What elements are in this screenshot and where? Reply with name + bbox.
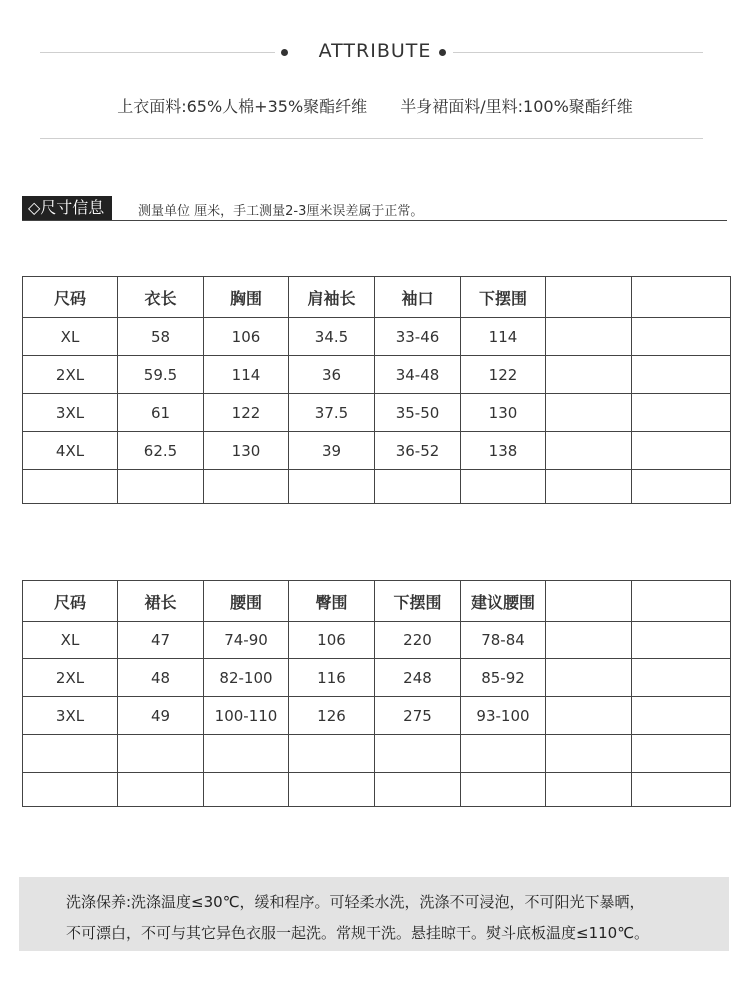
header-line-right xyxy=(453,52,703,53)
table-cell: 35-50 xyxy=(375,394,461,432)
table-header-cell xyxy=(546,277,632,318)
table-header-cell: 袖口 xyxy=(375,277,461,318)
table-cell: 34.5 xyxy=(289,318,375,356)
table-row xyxy=(23,394,731,432)
table-cell xyxy=(632,697,731,735)
table-cell xyxy=(375,735,461,773)
table-cell: 93-100 xyxy=(461,697,546,735)
table-cell xyxy=(375,470,461,504)
table-header-row xyxy=(23,277,731,318)
table-cell: XL xyxy=(23,622,118,659)
table-cell: 130 xyxy=(461,394,546,432)
table-cell: 100-110 xyxy=(204,697,289,735)
table-row xyxy=(23,659,731,697)
table-cell: 275 xyxy=(375,697,461,735)
table-header-cell: 胸围 xyxy=(204,277,289,318)
table-cell xyxy=(546,622,632,659)
table-cell xyxy=(546,470,632,504)
table-cell xyxy=(118,735,204,773)
table-cell: 36-52 xyxy=(375,432,461,470)
table-cell: 114 xyxy=(461,318,546,356)
table-cell xyxy=(461,773,546,807)
table-cell: 3XL xyxy=(23,394,118,432)
table-row xyxy=(23,356,731,394)
table-cell: 126 xyxy=(289,697,375,735)
table-cell: 114 xyxy=(204,356,289,394)
table-cell xyxy=(375,773,461,807)
table-cell xyxy=(546,659,632,697)
table-row xyxy=(23,697,731,735)
table-header-cell: 臀围 xyxy=(289,581,375,622)
table-cell: 248 xyxy=(375,659,461,697)
table-cell: 106 xyxy=(289,622,375,659)
table-header-cell: 尺码 xyxy=(23,581,118,622)
table-cell xyxy=(632,659,731,697)
table-cell: 62.5 xyxy=(118,432,204,470)
care-line-1: 洗涤保养:洗涤温度≤30℃，缓和程序。可轻柔水洗，洗涤不可浸泡，不可阳光下暴晒， xyxy=(66,893,645,911)
table-cell: XL xyxy=(23,318,118,356)
table-cell: 49 xyxy=(118,697,204,735)
table-header-cell: 腰围 xyxy=(204,581,289,622)
table-cell: 47 xyxy=(118,622,204,659)
table-cell: 122 xyxy=(204,394,289,432)
table-cell: 74-90 xyxy=(204,622,289,659)
material-top: 上衣面料:65%人棉+35%聚酯纤维 xyxy=(117,97,368,116)
top-size-table xyxy=(22,276,731,504)
table-cell: 33-46 xyxy=(375,318,461,356)
table-cell: 3XL xyxy=(23,697,118,735)
table-cell xyxy=(289,735,375,773)
table-cell xyxy=(632,773,731,807)
table-cell xyxy=(289,773,375,807)
table-cell xyxy=(632,470,731,504)
material-skirt: 半身裙面料/里料:100%聚酯纤维 xyxy=(400,97,633,116)
header-dot-right xyxy=(439,49,446,56)
size-info-tag: ◇尺寸信息 xyxy=(22,196,112,220)
table-cell xyxy=(289,470,375,504)
table-row xyxy=(23,432,731,470)
table-cell: 2XL xyxy=(23,659,118,697)
table-row xyxy=(23,773,731,807)
table-cell xyxy=(546,735,632,773)
table-cell: 2XL xyxy=(23,356,118,394)
table-header-cell: 裙长 xyxy=(118,581,204,622)
table-header-cell: 建议腰围 xyxy=(461,581,546,622)
table-cell xyxy=(23,735,118,773)
table-cell xyxy=(546,356,632,394)
table-cell: 34-48 xyxy=(375,356,461,394)
table-cell xyxy=(118,470,204,504)
care-line-2: 不可漂白，不可与其它异色衣服一起洗。常规干洗。悬挂晾干。熨斗底板温度≤110℃。 xyxy=(66,924,650,942)
table-cell: 39 xyxy=(289,432,375,470)
table-header-cell: 下摆围 xyxy=(461,277,546,318)
table-cell: 106 xyxy=(204,318,289,356)
table-cell: 37.5 xyxy=(289,394,375,432)
table-cell: 59.5 xyxy=(118,356,204,394)
table-cell xyxy=(546,318,632,356)
table-cell xyxy=(632,394,731,432)
table-cell: 58 xyxy=(118,318,204,356)
table-cell xyxy=(546,432,632,470)
table-cell: 85-92 xyxy=(461,659,546,697)
table-cell: 48 xyxy=(118,659,204,697)
table-cell: 220 xyxy=(375,622,461,659)
material-info xyxy=(0,94,750,117)
size-info-bar xyxy=(22,196,727,221)
table-cell xyxy=(204,735,289,773)
table-header-cell xyxy=(632,581,731,622)
table-header-cell xyxy=(632,277,731,318)
skirt-size-table xyxy=(22,580,731,807)
table-header-cell xyxy=(546,581,632,622)
table-row xyxy=(23,735,731,773)
table-cell xyxy=(204,773,289,807)
table-cell xyxy=(632,432,731,470)
table-cell: 116 xyxy=(289,659,375,697)
size-info-note: 测量单位 厘米，手工测量2-3厘米误差属于正常。 xyxy=(138,204,424,219)
table-header-row xyxy=(23,581,731,622)
table-cell xyxy=(632,356,731,394)
table-row xyxy=(23,622,731,659)
table-cell xyxy=(632,622,731,659)
table-cell xyxy=(204,470,289,504)
table-cell: 130 xyxy=(204,432,289,470)
table-cell xyxy=(461,735,546,773)
table-header-cell: 尺码 xyxy=(23,277,118,318)
table-cell: 122 xyxy=(461,356,546,394)
table-cell xyxy=(546,773,632,807)
table-header-cell: 衣长 xyxy=(118,277,204,318)
table-cell: 82-100 xyxy=(204,659,289,697)
table-cell xyxy=(546,697,632,735)
table-row xyxy=(23,318,731,356)
table-row xyxy=(23,470,731,504)
header-title: ATTRIBUTE xyxy=(318,40,432,62)
table-cell xyxy=(23,470,118,504)
table-cell: 138 xyxy=(461,432,546,470)
table-cell: 4XL xyxy=(23,432,118,470)
table-header-cell: 下摆围 xyxy=(375,581,461,622)
table-cell xyxy=(118,773,204,807)
table-cell xyxy=(546,394,632,432)
table-cell: 61 xyxy=(118,394,204,432)
table-cell: 78-84 xyxy=(461,622,546,659)
table-header-cell: 肩袖长 xyxy=(289,277,375,318)
care-instructions xyxy=(19,877,729,951)
table-cell xyxy=(23,773,118,807)
table-cell xyxy=(461,470,546,504)
table-cell xyxy=(632,735,731,773)
table-cell xyxy=(632,318,731,356)
table-cell: 36 xyxy=(289,356,375,394)
material-divider xyxy=(40,138,703,139)
